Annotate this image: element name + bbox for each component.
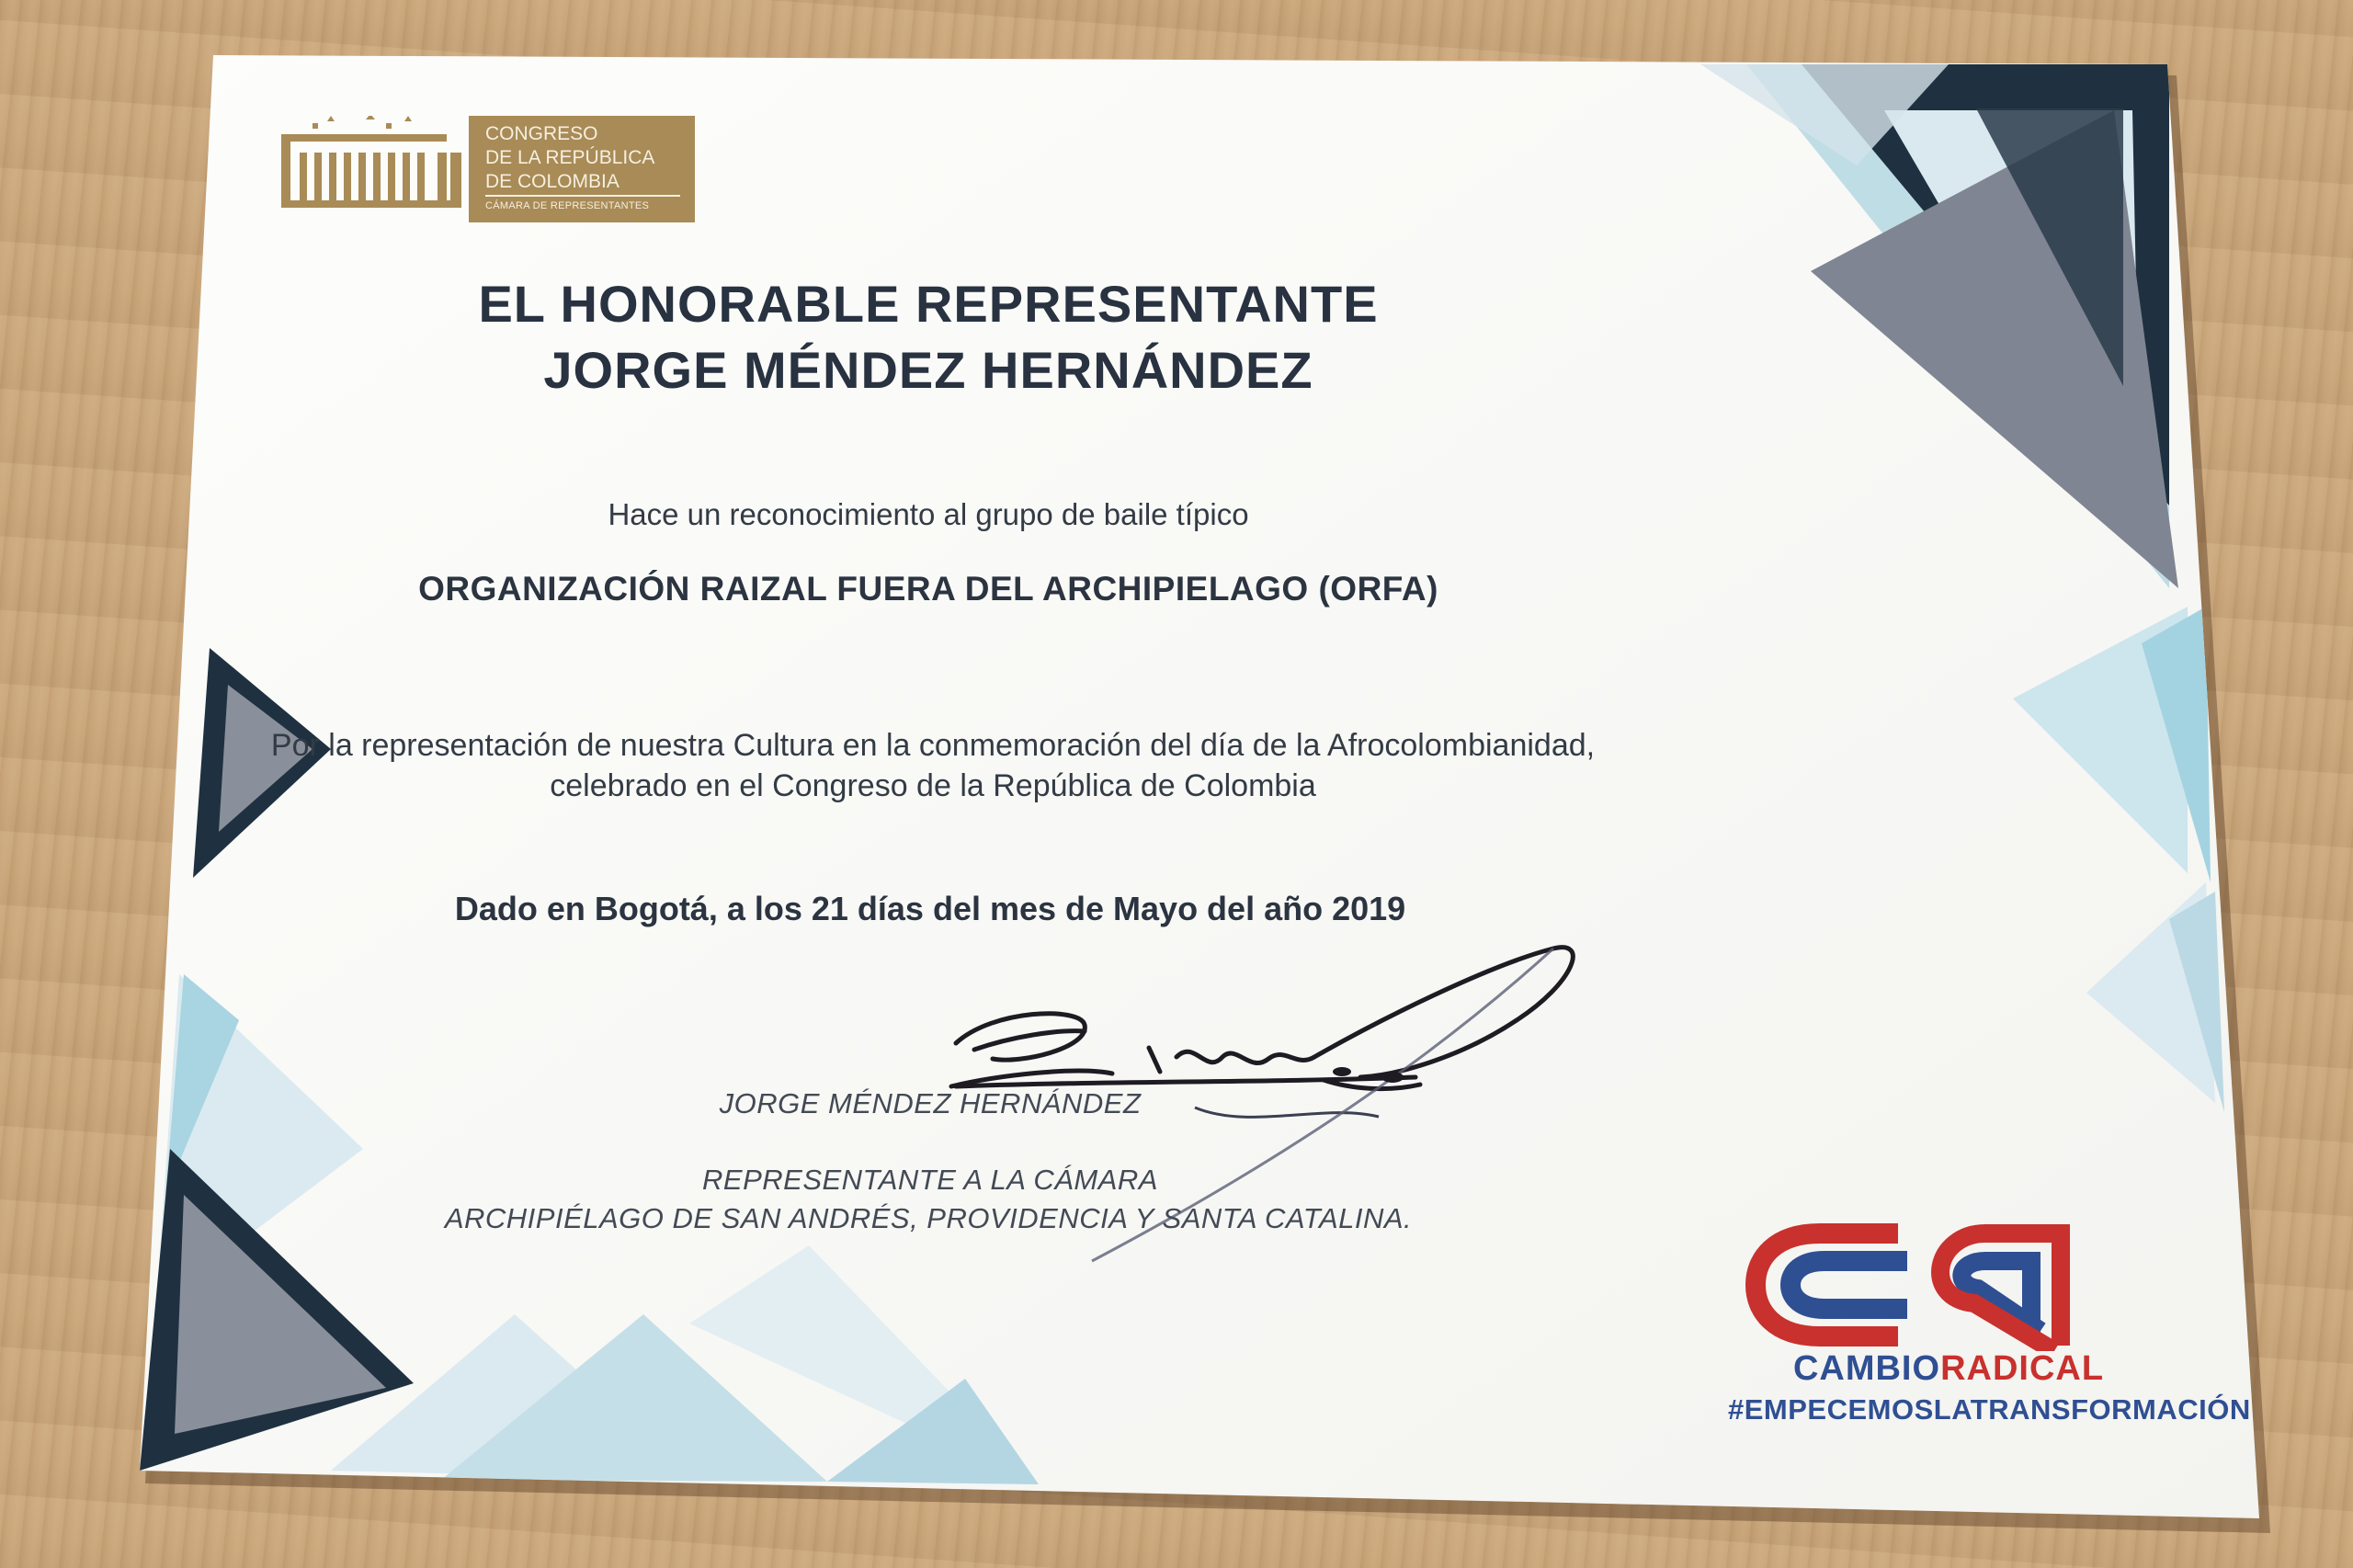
organization-name: ORGANIZACIÓN RAIZAL FUERA DEL ARCHIPIELAGO (ORFA) xyxy=(418,570,1438,608)
party-hashtag: #EMPECEMOSLATRANSFORMACIÓN xyxy=(1728,1393,2251,1426)
signer-name: JORGE MÉNDEZ HERNÁNDEZ xyxy=(719,1087,1142,1119)
certificate-title-line2: JORGE MÉNDEZ HERNÁNDEZ xyxy=(543,341,1313,399)
party-name-part1: CAMBIO xyxy=(1792,1349,1941,1388)
congress-logo-line3: DE COLOMBIA xyxy=(485,171,620,192)
date-line: Dado en Bogotá, a los 21 días del mes de Mayo del año 2019 xyxy=(454,890,1406,927)
congress-logo-line1: CONGRESO xyxy=(485,123,598,144)
signer-role-line2: ARCHIPIÉLAGO DE SAN ANDRÉS, PROVIDENCIA Y SANTA CATALINA. xyxy=(444,1202,1413,1234)
signer-role-line1: REPRESENTANTE A LA CÁMARA xyxy=(702,1164,1158,1196)
recognition-intro: Hace un reconocimiento al grupo de baile típico xyxy=(608,497,1249,531)
cambio-radical-logo xyxy=(1728,1213,2251,1443)
congress-logo-line4: CÁMARA DE REPRESENTANTES xyxy=(485,200,650,211)
certificate-title-line1: EL HONORABLE REPRESENTANTE xyxy=(478,275,1379,333)
cr-monogram xyxy=(1737,1213,2160,1351)
reason-line2: celebrado en el Congreso de la República de Colombia xyxy=(550,768,1316,803)
reason-line1: Por la representación de nuestra Cultura en la conmemoración del día de la Afrocolombianidad, xyxy=(270,728,1596,763)
congress-logo-line2: DE LA REPÚBLICA xyxy=(485,147,655,168)
party-name-part2: RADICAL xyxy=(1940,1349,2105,1388)
party-name xyxy=(1737,1349,2160,1389)
